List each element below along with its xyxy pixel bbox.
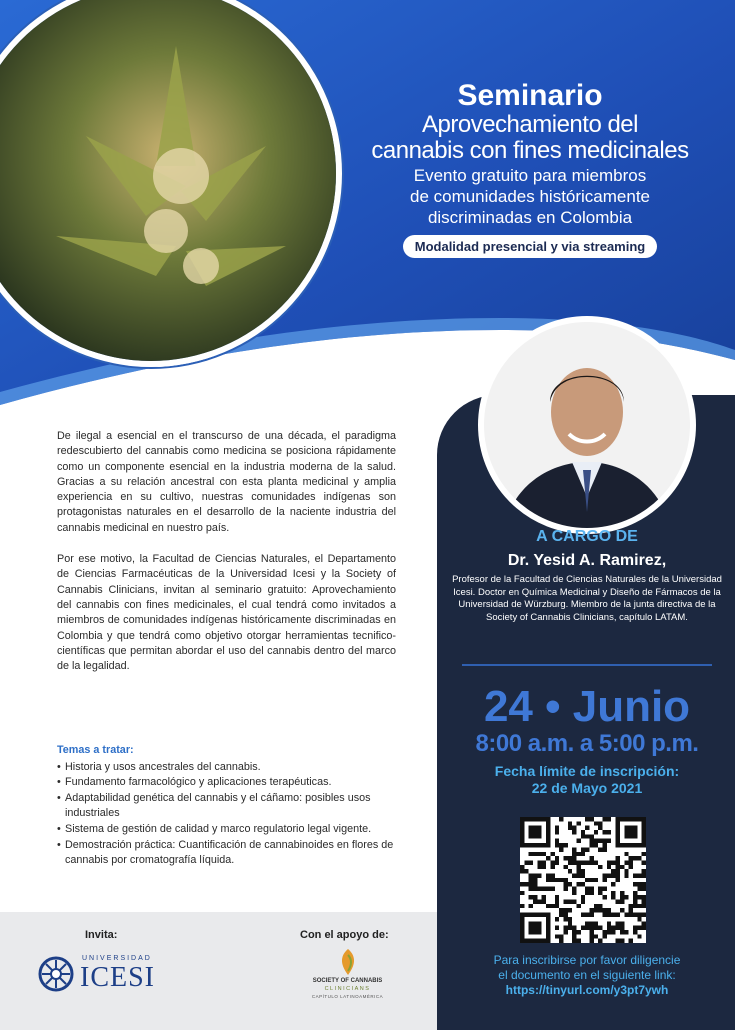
- event-date: 24 • Junio: [483, 682, 691, 731]
- topic-item: • Fundamento farmacológico y aplicaciones terapéuticas.: [57, 775, 402, 791]
- panel-divider: [462, 664, 712, 666]
- speaker-info: [447, 528, 727, 624]
- topics-title: Temas a tratar:: [57, 744, 134, 756]
- icesi-emblem-icon: [38, 956, 74, 992]
- seminar-subtitle-line2: cannabis con fines medicinales: [371, 137, 689, 164]
- event-desc-line3: discriminadas en Colombia: [427, 208, 633, 227]
- scc-line3: CAPÍTULO LATINOAMÉRICA: [311, 994, 384, 999]
- topics-section: [57, 743, 402, 869]
- speaker-bio: Profesor de la Facultad de Ciencias Naturales de la Universidad Icesi. Doctor en Química Medicinal y Diseño de Fármacos de la Universidad de Würzburg. Miembro de la junta directiva de la Society of Cannabis Clinicians, capítulo LATAM.: [452, 574, 722, 623]
- scc-line1: SOCIETY OF CANNABIS: [312, 978, 383, 984]
- scc-leaf-icon: [335, 947, 361, 977]
- scc-line2: CLINICIANS: [324, 986, 371, 992]
- registration-info: [447, 953, 727, 998]
- seminar-subtitle-line1: Aprovechamiento del: [422, 111, 638, 138]
- registration-link[interactable]: https://tinyurl.com/y3pt7ywh: [505, 983, 669, 997]
- deadline-label: Fecha límite de inscripción:: [494, 763, 680, 779]
- scc-logo: [300, 945, 395, 1005]
- qr-code[interactable]: [520, 817, 646, 943]
- apoyo-label: Con el apoyo de:: [300, 929, 389, 941]
- speaker-name: Dr. Yesid A. Ramirez,: [507, 552, 667, 569]
- speaker-photo: [478, 316, 696, 534]
- title-block: [330, 80, 730, 258]
- invita-label: Invita:: [85, 929, 118, 941]
- event-desc-line2: de comunidades históricamente: [409, 187, 651, 206]
- register-line1: Para inscribirse por favor diligencie: [493, 953, 681, 967]
- register-line2: el documento en el siguiente link:: [498, 968, 676, 982]
- event-time: 8:00 a.m. a 5:00 p.m.: [475, 730, 699, 757]
- deadline-date: 22 de Mayo 2021: [531, 780, 643, 796]
- description-paragraph-1: De ilegal a esencial en el transcurso de una década, el paradigma redescubierto del cannabis como medicina se posiciona rápidamente como un componente esencial en la industria moderna de la salud. Gracias a su relación ancestral con esta planta medicinal y amplia experiencia en su cultivo, nuestras comunidades indígenas son protagonistas naturales en el desarrollo de la naciente industria del cannabis medicinal en nuestro país.: [57, 430, 396, 534]
- description-paragraph-2: Por ese motivo, la Facultad de Ciencias Naturales, el Departamento de Ciencias Farmacéuticas de la Universidad Icesi y la Society of Cannabis Clinicians, invitan al seminario gratuito: Aprovechamiento del cannabis con fines medicinales, el cual tendrá como invitados a miembros de comunidades indígenas históricamente discriminadas en Colombia y que tendrá como objetivo otorgar herramientas tecnifico-científicas que permitan abordar el uso del cannabis dentro del marco de la legalidad.: [57, 553, 396, 673]
- event-desc-line1: Evento gratuito para miembros: [413, 166, 647, 185]
- topic-item: • Demostración práctica: Cuantificación de cannabinoides en flores de cannabis por cromatografía líquida.: [57, 838, 402, 869]
- registration-deadline: [447, 763, 727, 797]
- topic-item: • Historia y usos ancestrales del cannabis.: [57, 760, 402, 776]
- seminar-title: Seminario: [457, 79, 603, 112]
- description: [57, 429, 396, 690]
- speaker-heading: A CARGO DE: [536, 528, 638, 545]
- modality-badge: Modalidad presencial y via streaming: [403, 235, 657, 258]
- icesi-name: ICESI: [80, 962, 155, 993]
- topic-item: • Adaptabilidad genética del cannabis y el cáñamo: posibles usos industriales: [57, 791, 402, 822]
- topic-item: • Sistema de gestión de calidad y marco regulatorio legal vigente.: [57, 822, 402, 838]
- topics-list: [57, 760, 402, 869]
- icesi-small-text: UNIVERSIDAD: [82, 955, 152, 962]
